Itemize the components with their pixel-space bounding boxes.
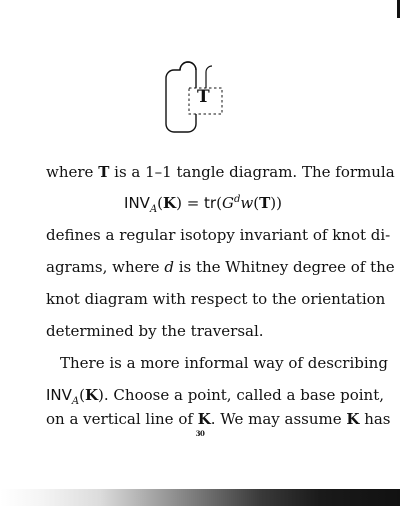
text-line-5: knot diagram with respect to the orientation	[46, 290, 386, 308]
text-line-6: determined by the traversal.	[46, 322, 264, 340]
scan-shadow-bar	[0, 489, 400, 506]
closure-strand-left	[166, 62, 196, 132]
tangle-label: T	[197, 87, 210, 107]
text-line-7: There is a more informal way of describing	[60, 354, 388, 372]
text-line-4: agrams, where d is the Whitney degree of the	[46, 258, 395, 276]
closure-strand-top	[206, 66, 212, 88]
text-line-1: where T is a 1–1 tangle diagram. The formula	[46, 163, 395, 181]
text-line-8: $INV_A(K)$. Choose a point, called a base point,	[46, 386, 385, 407]
display-formula: $INV_A(K) = tr(G^dw(T))$	[124, 194, 282, 215]
closure-arc-top	[180, 62, 196, 70]
text-line-3: defines a regular isotopy invariant of knot di-	[46, 226, 391, 244]
text-line-9: on a vertical line of K. We may assume K has	[46, 410, 391, 428]
page-number: 30	[195, 429, 205, 438]
